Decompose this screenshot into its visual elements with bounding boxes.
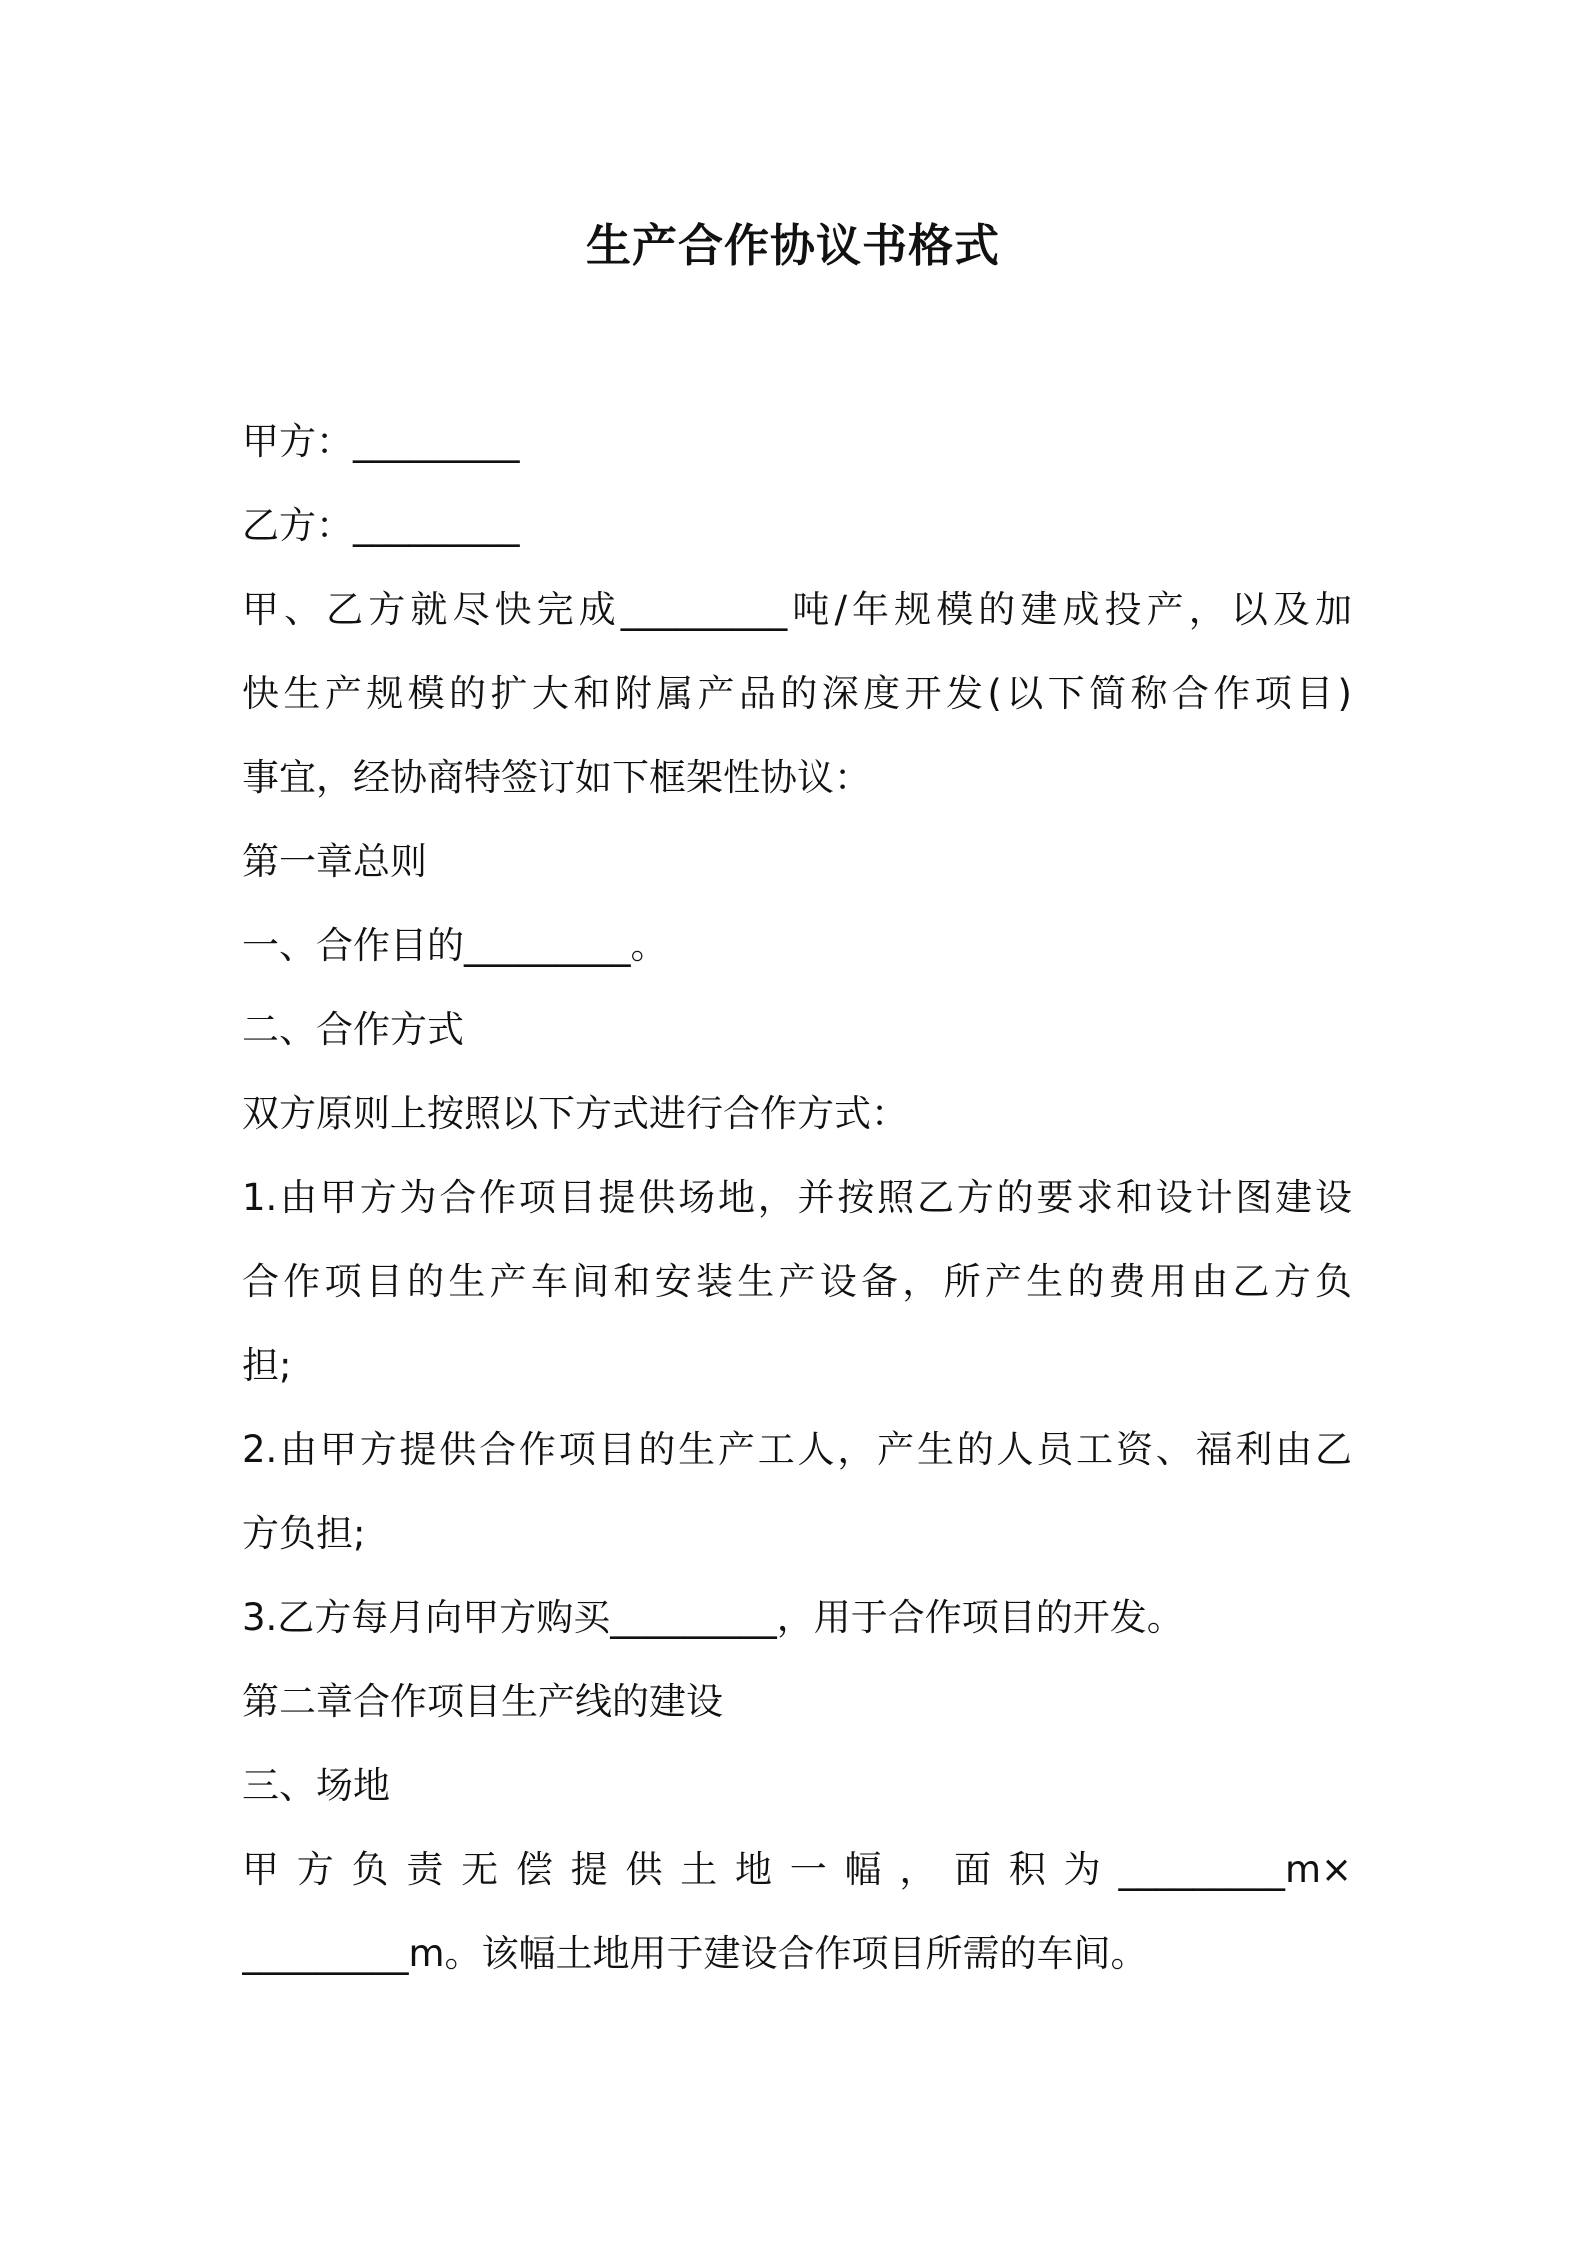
text-line: 3.乙方每月向甲方购买_________，用于合作项目的开发。 — [242, 1596, 1184, 1639]
text-line: 担; — [242, 1344, 292, 1387]
text-line: 三、场地 — [242, 1764, 390, 1807]
text-line: 2.由甲方提供合作项目的生产工人，产生的人员工资、福利由乙 — [242, 1428, 1352, 1471]
document-body — [242, 400, 1352, 1996]
text-line: 双方原则上按照以下方式进行合作方式： — [242, 1092, 908, 1135]
text-line: 甲方：_________ — [242, 420, 520, 463]
text-line: 快生产规模的扩大和附属产品的深度开发(以下简称合作项目) — [242, 672, 1352, 715]
text-line: 乙方：_________ — [242, 504, 520, 547]
document-title: 生产合作协议书格式 — [585, 219, 1000, 272]
text-line: 方负担; — [242, 1512, 366, 1555]
text-line: 第二章合作项目生产线的建设 — [242, 1680, 723, 1723]
text-line: 1.由甲方为合作项目提供场地，并按照乙方的要求和设计图建设 — [242, 1176, 1352, 1219]
text-line: 第一章总则 — [242, 840, 427, 883]
text-line: 二、合作方式 — [242, 1008, 464, 1051]
text-line: 合作项目的生产车间和安装生产设备，所产生的费用由乙方负 — [242, 1260, 1352, 1303]
text-line: 一、合作目的_________。 — [242, 924, 668, 967]
text-line: 甲、乙方就尽快完成_________吨/年规模的建成投产，以及加 — [242, 588, 1352, 631]
text-line: 事宜，经协商特签订如下框架性协议： — [242, 756, 871, 799]
text-line: 甲 方 负 责 无 偿 提 供 土 地 一 幅 ， 面 积 为 _________m× — [242, 1848, 1352, 1891]
text-line: _________m。该幅土地用于建设合作项目所需的车间。 — [242, 1932, 1148, 1975]
